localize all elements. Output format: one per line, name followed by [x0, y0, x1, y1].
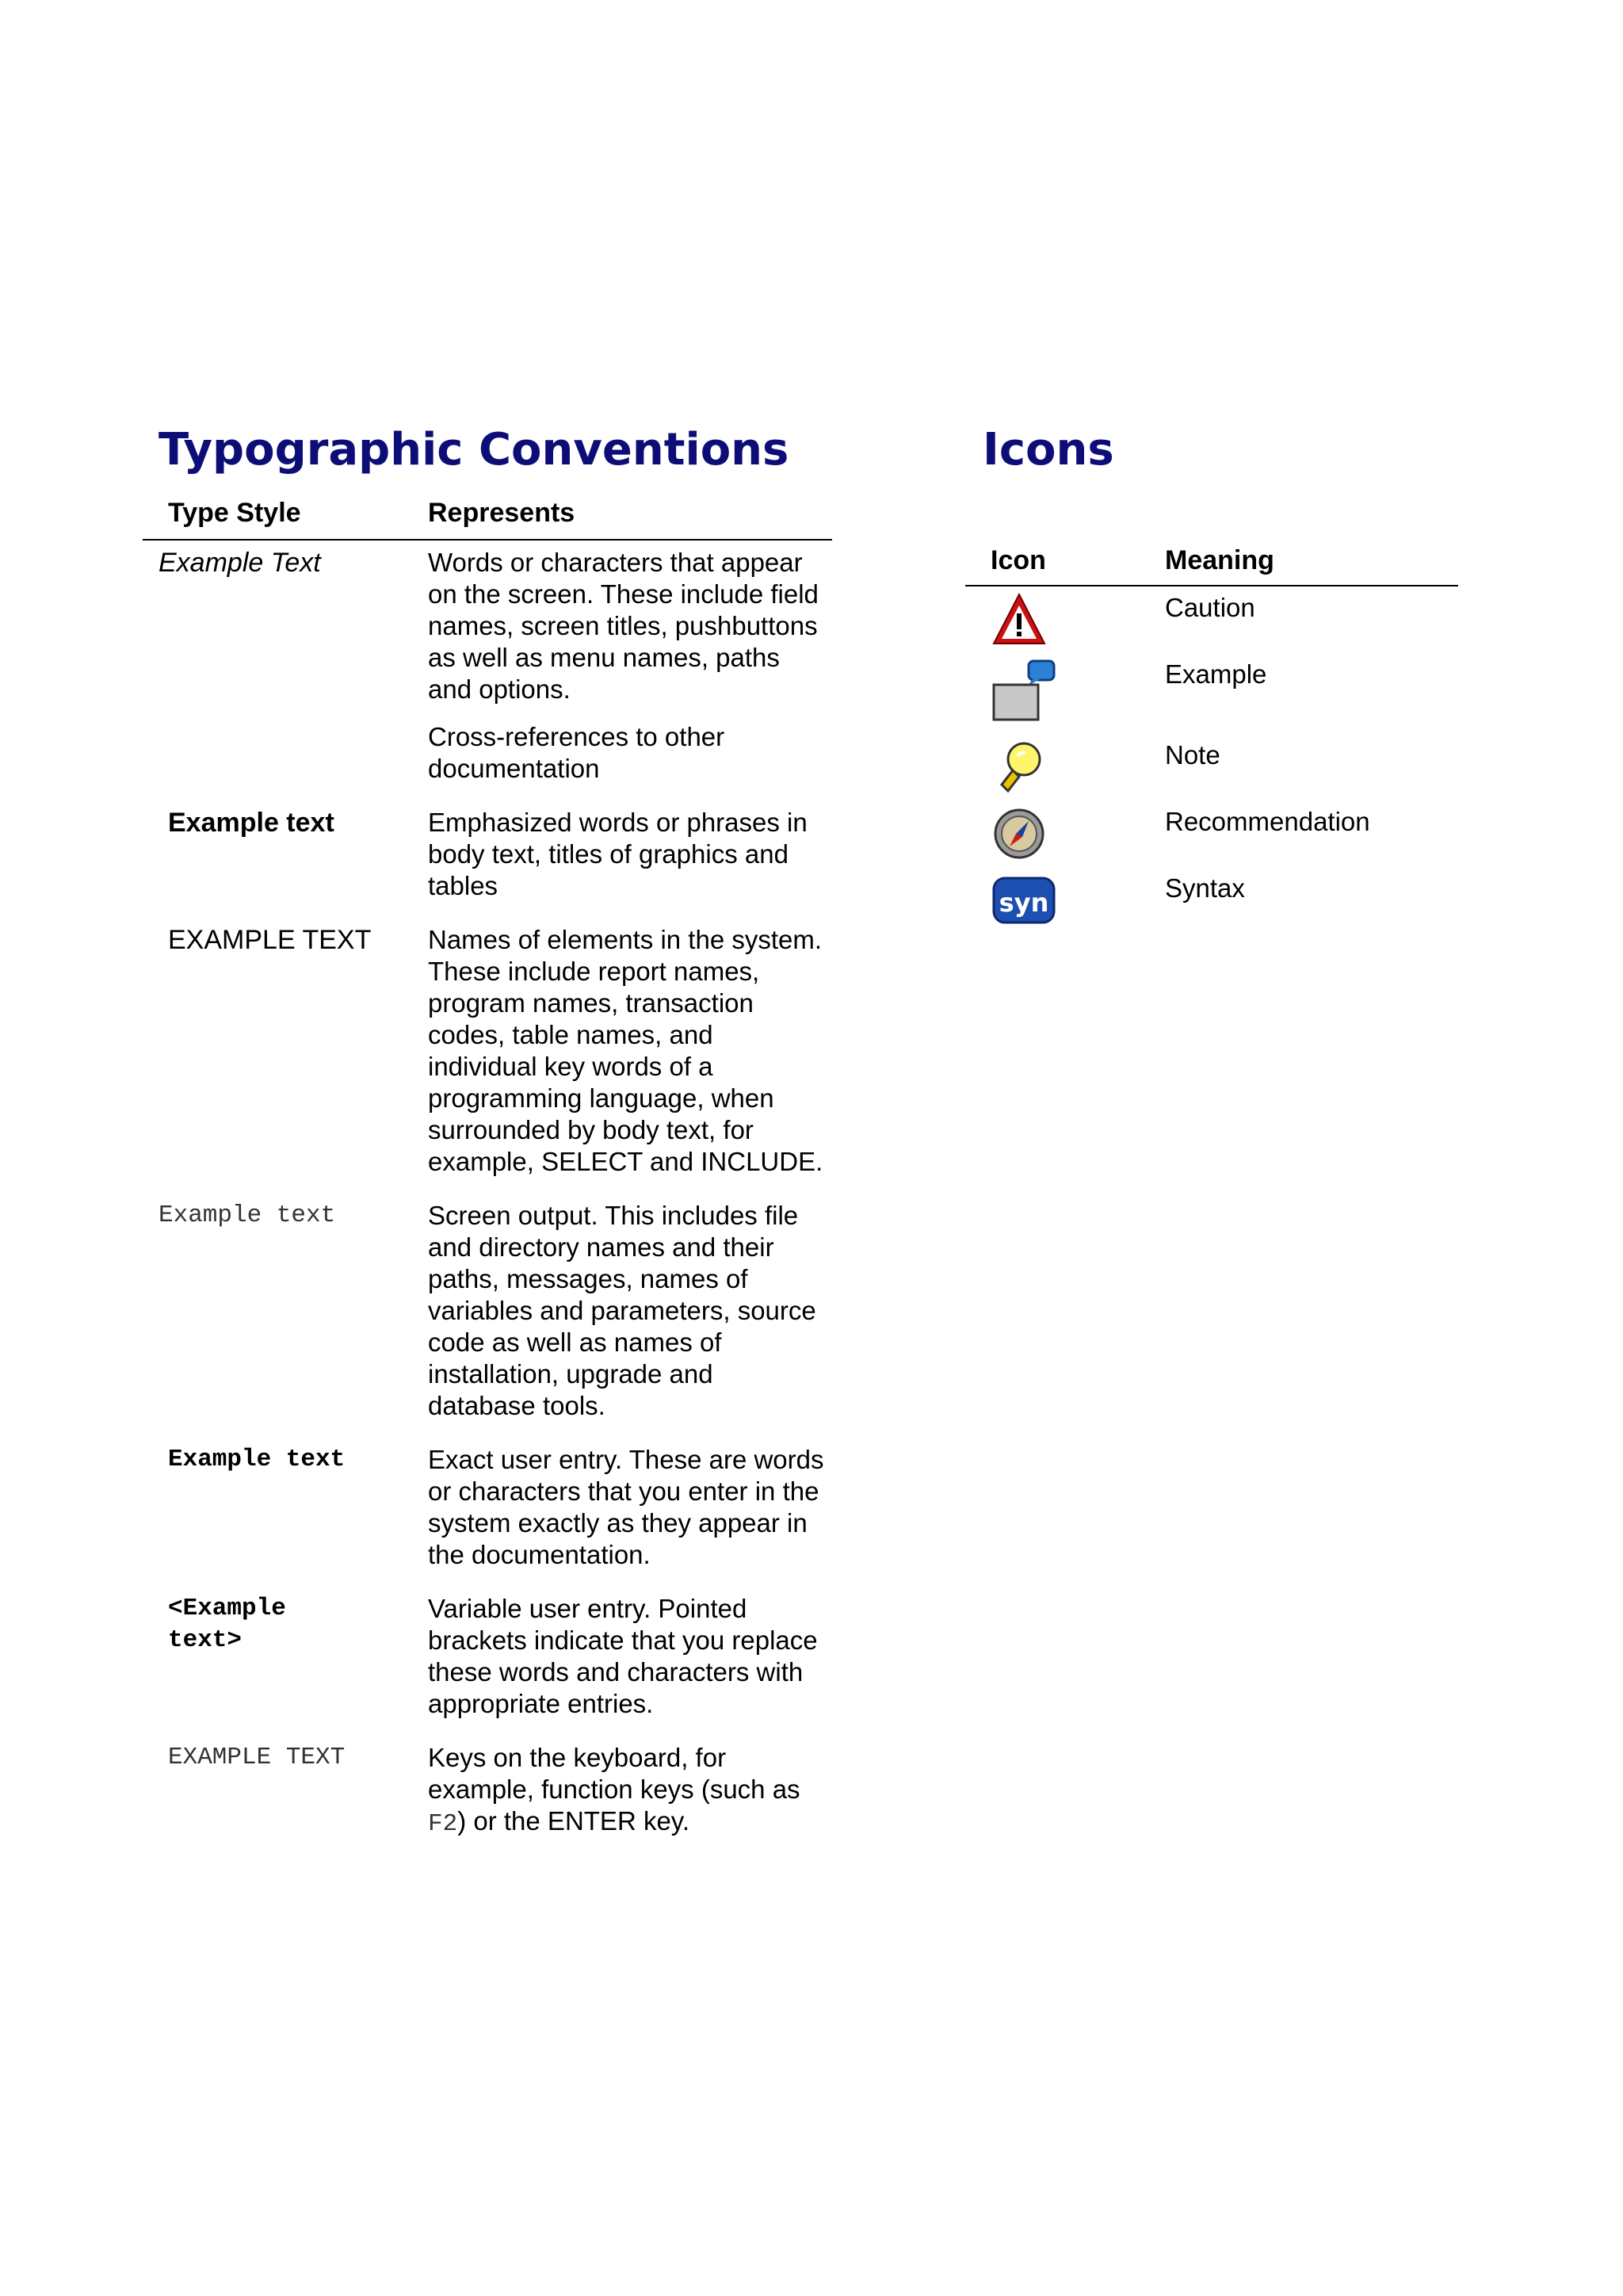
typographic-conventions-table	[143, 491, 832, 1840]
description-text-b: ) or the ENTER key.	[457, 1806, 690, 1836]
table-header	[965, 539, 1458, 586]
table-row	[143, 1736, 832, 1840]
type-style-header: Type Style	[168, 498, 301, 528]
represents-description	[428, 800, 824, 902]
description-text: Names of elements in the system. These include report names, program names, transaction codes, table names, and individual key words of a programming language, when surrounded by body text, for example, SELECT and INCLUDE.	[428, 925, 823, 1176]
icon-row	[965, 586, 1458, 653]
table-row	[143, 1587, 832, 1720]
meaning-example: Example	[1165, 659, 1267, 689]
table-row	[143, 800, 832, 902]
icon-header: Icon	[991, 545, 1046, 575]
type-style-example: EXAMPLE TEXT	[168, 1744, 346, 1771]
represents-description	[428, 1736, 824, 1840]
type-style-example: Example text	[158, 1201, 336, 1229]
represents-description	[428, 918, 824, 1178]
meaning-note: Note	[1165, 740, 1220, 770]
table-row	[143, 1438, 832, 1571]
icon-row	[965, 653, 1458, 734]
table-row	[143, 541, 832, 785]
represents-description	[428, 1587, 824, 1720]
description-text: Variable user entry. Pointed brackets indicate that you replace these words and characters with appropriate entries.	[428, 1594, 818, 1718]
type-style-example: <Example text>	[168, 1595, 286, 1654]
type-style-example: Example Text	[158, 548, 321, 578]
meaning-caution: Caution	[1165, 593, 1255, 622]
svg-text:syn: syn	[999, 888, 1049, 918]
description-text-a: Keys on the keyboard, for example, function keys (such as	[428, 1743, 800, 1804]
represents-header: Represents	[428, 498, 575, 528]
represents-description	[428, 1438, 824, 1571]
meaning-syntax: Syntax	[1165, 873, 1245, 903]
icon-row	[965, 867, 1458, 934]
description-text	[428, 1742, 824, 1840]
syntax-icon	[991, 872, 1057, 929]
description-text: Words or characters that appear on the screen. These include field names, screen titles, pushbuttons as well as menu names, paths and options.	[428, 548, 819, 704]
meaning-recommendation: Recommendation	[1165, 807, 1370, 836]
icon-row	[965, 734, 1458, 800]
icon-row	[965, 800, 1458, 867]
typographic-conventions-title: Typographic Conventions	[158, 424, 789, 476]
note-icon	[991, 739, 1048, 796]
icons-table	[965, 539, 1458, 934]
represents-description	[428, 1194, 824, 1422]
represents-description	[428, 541, 824, 785]
icons-title: Icons	[983, 424, 1114, 476]
key-f2: F2	[428, 1810, 458, 1838]
type-style-example: EXAMPLE TEXT	[168, 925, 372, 955]
caution-icon	[991, 591, 1048, 648]
type-style-example: Example text	[168, 808, 334, 838]
type-style-example: Example text	[168, 1446, 346, 1473]
description-text: Exact user entry. These are words or characters that you enter in the system exactly as they appear in the documentation.	[428, 1445, 824, 1569]
recommendation-icon	[991, 805, 1048, 862]
table-row	[143, 1194, 832, 1422]
description-text: Emphasized words or phrases in body text, titles of graphics and tables	[428, 808, 808, 900]
description-text: Cross-references to other documentation	[428, 722, 725, 783]
meaning-header: Meaning	[1165, 545, 1274, 575]
table-header	[143, 491, 832, 541]
example-icon	[991, 658, 1057, 724]
table-row	[143, 918, 832, 1178]
description-text: Screen output. This includes file and directory names and their paths, messages, names of variables and parameters, source code as well as names of installation, upgrade and database tools.	[428, 1201, 816, 1420]
